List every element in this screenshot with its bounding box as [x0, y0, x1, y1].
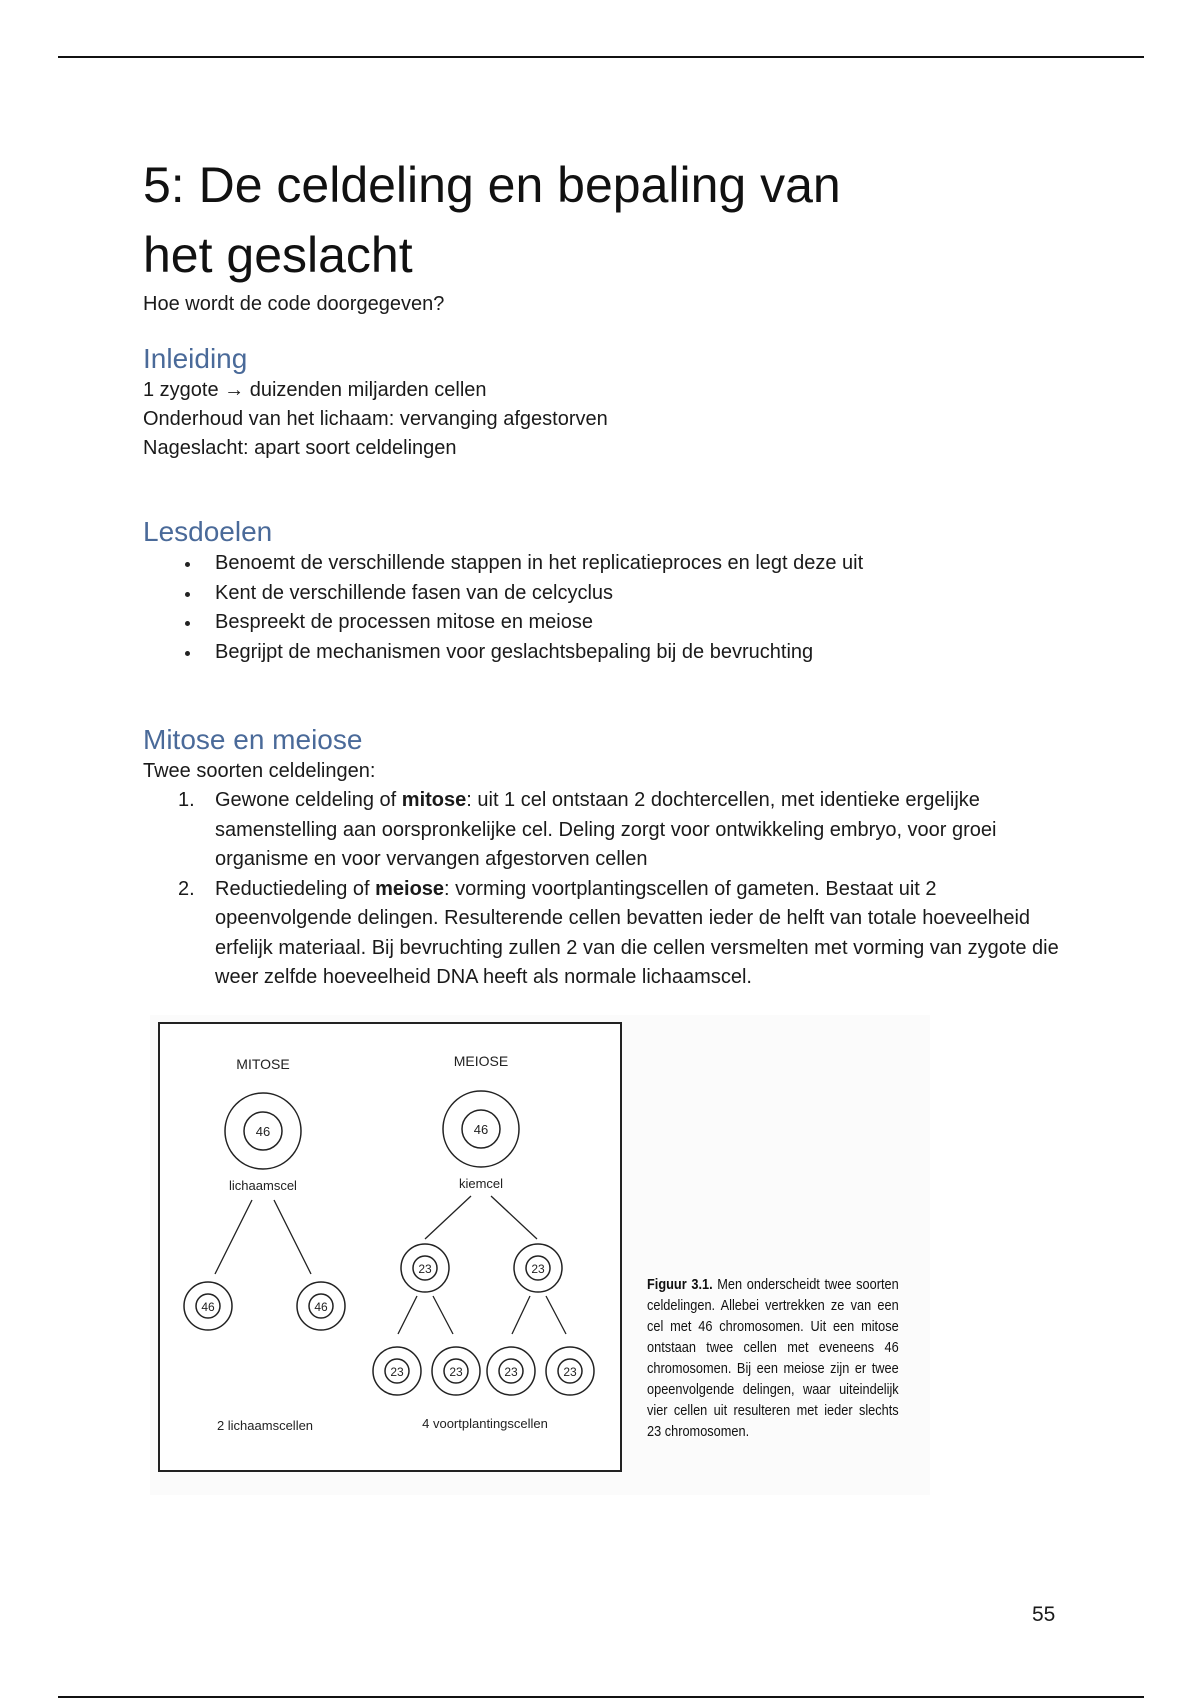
heading-mitose-meiose: Mitose en meiose	[143, 724, 363, 755]
cell-count: 46	[473, 1122, 489, 1137]
figure-caption	[647, 1275, 899, 1443]
list-item: Benoemt de verschillende stappen in het replicatieproces en legt deze uit	[143, 549, 1063, 579]
meiose-child-cell	[546, 1347, 594, 1395]
section-inleiding	[143, 342, 1063, 463]
cell-count: 23	[563, 1365, 577, 1379]
caption-label: Figuur 3.1.	[647, 1277, 713, 1293]
cell-count: 46	[314, 1300, 328, 1314]
cell-count: 23	[449, 1365, 463, 1379]
list-item: Bespreekt de processen mitose en meiose	[143, 608, 1063, 638]
celdeling-diagram	[158, 1022, 622, 1472]
page-title: 5: De celdeling en bepaling van het geslacht	[143, 157, 841, 283]
mitose-intro: Twee soorten celdelingen:	[143, 760, 376, 782]
meiose-parent-cell	[443, 1091, 519, 1167]
division-line	[425, 1196, 471, 1239]
meiose-child-cell	[487, 1347, 535, 1395]
cell-count: 23	[504, 1365, 518, 1379]
cell-count: 23	[531, 1262, 545, 1276]
division-line	[215, 1200, 252, 1274]
cell-count: 23	[390, 1365, 404, 1379]
meiose-child-cell	[373, 1347, 421, 1395]
meiose-parent-label: kiemcel	[458, 1176, 504, 1191]
cell-count: 46	[255, 1124, 271, 1139]
inleiding-line: Onderhoud van het lichaam: vervanging afgestorven	[143, 408, 608, 430]
celdeling-list	[143, 786, 1063, 993]
division-line	[491, 1196, 537, 1239]
meiose-middle-cell	[401, 1244, 449, 1292]
item-term: meiose	[375, 877, 445, 900]
item-text-post: : uit 1 cel ontstaan 2 dochtercellen, met identieke ergelijke samenstelling aan oorspronkelijke cel. Deling zorgt voor ontwikkeling embryo, voor groei organisme en voor vervangen afgestorven cellen	[215, 789, 997, 870]
section-mitose-meiose	[143, 723, 1063, 993]
mitose-child-cell	[297, 1282, 345, 1330]
section-lesdoelen	[143, 515, 1063, 667]
list-item: Begrijpt de mechanismen voor geslachtsbepaling bij de bevruchting	[143, 638, 1063, 668]
list-item	[143, 875, 1063, 993]
meiose-middle-cell	[514, 1244, 562, 1292]
meiose-label: MEIOSE	[453, 1053, 509, 1069]
division-line	[274, 1200, 311, 1274]
inleiding-line: Nageslacht: apart soort celdelingen	[143, 437, 457, 459]
mitose-child-cell	[184, 1282, 232, 1330]
heading-inleiding: Inleiding	[143, 343, 248, 374]
item-text-pre: Gewone celdeling of	[215, 789, 402, 811]
mitose-parent-label: lichaamscel	[229, 1178, 297, 1193]
item-number: 1.	[178, 789, 195, 811]
list-item: Kent de verschillende fasen van de celcyclus	[143, 579, 1063, 609]
item-term: mitose	[401, 789, 467, 811]
mitose-parent-cell	[225, 1093, 301, 1169]
lesdoelen-list	[143, 549, 1063, 667]
top-rule	[58, 56, 1144, 58]
cell-count: 46	[201, 1300, 215, 1314]
page-subtitle: Hoe wordt de code doorgegeven?	[143, 293, 445, 315]
heading-lesdoelen: Lesdoelen	[143, 516, 273, 547]
item-number: 2.	[178, 877, 195, 900]
division-line	[546, 1296, 566, 1334]
mitose-result-label: 2 lichaamscellen	[216, 1418, 314, 1433]
meiose-result-label: 4 voortplantingscellen	[422, 1416, 548, 1431]
page-number: 55	[1032, 1603, 1056, 1626]
page-content	[143, 150, 1063, 993]
inleiding-line: 1 zygote → duizenden miljarden cellen	[143, 379, 487, 401]
cell-count: 23	[418, 1262, 432, 1276]
division-line	[512, 1296, 530, 1334]
list-item	[143, 786, 1063, 875]
caption-text: Men onderscheidt twee soorten celdelingen. Allebei vertrekken ze van een cel met 46 chromosomen. Uit een mitose ontstaan twee cellen met eveneens 46 chromosomen. Bij een meiose zijn er twee opeenvolgende delingen, waar uiteindelijk vier cellen uit resulteren met ieder slechts 23 chromosomen.	[647, 1277, 899, 1440]
diagram-svg	[160, 1024, 620, 1470]
division-line	[398, 1296, 417, 1334]
division-line	[433, 1296, 453, 1334]
bottom-rule	[58, 1696, 1144, 1698]
meiose-child-cell	[432, 1347, 480, 1395]
item-text-post: : vorming voortplantingscellen of gameten. Bestaat uit 2 opeenvolgende delingen. Resulterende cellen bevatten ieder de helft van totale hoeveelheid erfelijk materiaal. Bij bevruchting zullen 2 van die cellen versmelten met vorming van zygote die weer zelfde hoeveelheid DNA heeft als normale lichaamscel.	[215, 877, 1059, 988]
mitose-label: MITOSE	[236, 1056, 290, 1072]
item-text-pre: Reductiedeling of	[215, 877, 376, 900]
